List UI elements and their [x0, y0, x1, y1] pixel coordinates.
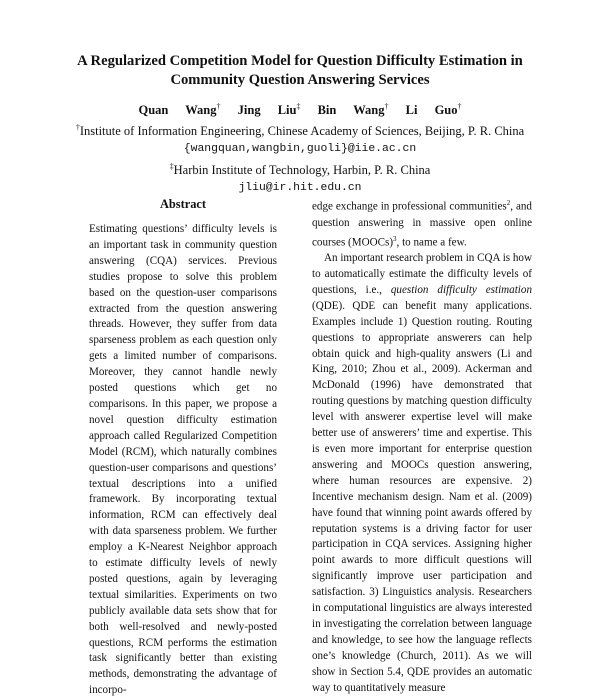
affiliation-2: ‡Harbin Institute of Technology, Harbin, P. R. China	[169, 162, 431, 178]
author: Bin Wang†	[317, 102, 389, 118]
abstract-text: Estimating questions’ difficulty levels is an important task in community question answering (CQA) services. Previous studies propose to solve this problem based on the question-user comparisons extracted from the question answering threads. However, they suffer from data sparseness problem as each question only gets a limited number of comparisons. Moreover, they cannot handle newly posted questions which get no comparisons. In this paper, we propose a novel question difficulty estimation approach called Regularized Competition Model (RCM), which naturally combines question-user comparisons and questions’ textual descriptions into a unified framework. By incorporating textual information, RCM can effectively deal with data sparseness problem. We further employ a K-Nearest Neighbor approach to estimate difficulty levels of newly posted questions, again by leveraging textual similarities. Experiments on two publicly available data sets show that for both well-resolved and newly-posted questions, RCM performs the estimation task significantly better than existing methods, demonstrating the advantage of incorpo-	[89, 223, 277, 697]
intro-paragraph-2: An important research problem in CQA is how to automatically estimate the difficulty levels of questions, i.e., question difficulty estimation (QDE). QDE can benefit many applications. Examples include 1) Question routing. Routing questions to appropriate answerers can help obtain quick and high-quality answers (Li and King, 2010; Zhou et al., 2009). Ackerman and McDonald (1996) have demonstrated that routing questions by matching question difficulty level with answerer expertise level will make better use of answerers’ time and expertise. This is even more important for enterprise question answering and MOOCs question answering, where human resources are expensive. 2) Incentive mechanism design. Nam et al. (2009) have found that winning point awards offered by reputation systems is a driving factor for user participation in CQA services. Assigning higher point awards to more difficult questions will significantly improve user participation and satisfaction. 3) Linguistics analysis. Researchers in computational linguistics are always interested in investigating the correlation between language and knowledge, to see how the language reflects one’s knowledge (Church, 2011). As we will show in Section 5.4, QDE provides an automatic way to quantitatively measure	[312, 252, 532, 694]
footnote-mark: 3	[393, 234, 397, 243]
title-line-1: A Regularized Competition Model for Question Difficulty Estimation in	[77, 53, 523, 69]
author-names	[40, 98, 560, 119]
right-column	[312, 196, 532, 696]
email-1: {wangquan,wangbin,guoli}@iie.ac.cn	[183, 143, 417, 156]
title-line-2: Community Question Answering Services	[170, 72, 430, 88]
paper-title	[40, 52, 560, 90]
affiliation-1: †Institute of Information Engineering, Chinese Academy of Sciences, Beijing, P. R. China	[75, 123, 525, 139]
footnote-mark: 2	[506, 199, 511, 207]
author: Li Guo†	[405, 102, 462, 118]
author: Quan Wang†	[138, 102, 221, 118]
qde-term: question difficulty estimation	[390, 283, 532, 296]
author-block	[40, 98, 560, 197]
abstract-heading: Abstract	[159, 197, 207, 211]
author: Jing Liu‡	[237, 102, 301, 118]
left-column	[89, 196, 277, 699]
intro-paragraph-1: edge exchange in professional communities$^2$, and question answering in massive open online courses (MOOCs)$^3$, to name a few.	[312, 199, 532, 249]
email-2: jliu@ir.hit.edu.cn	[238, 182, 362, 195]
